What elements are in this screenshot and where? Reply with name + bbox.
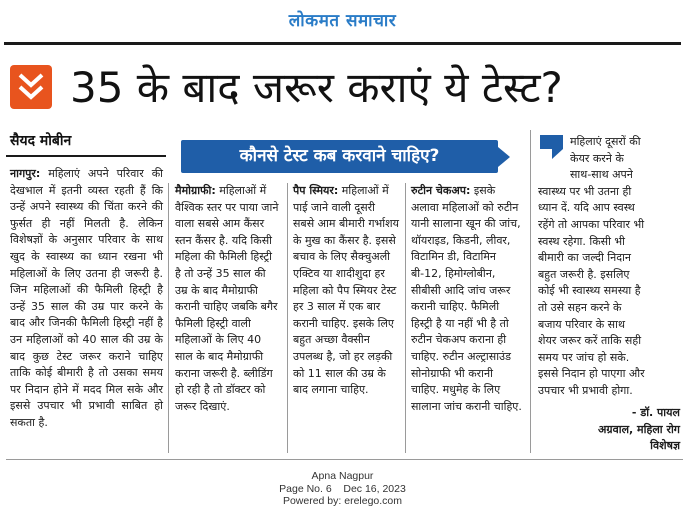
quote-line: कोई भी स्वास्थ्य समस्या है	[538, 284, 641, 298]
pap-smear-body: महिलाओं में पाई जाने वाली दूसरी सबसे आम बीमारी गर्भाशय के मुख का कैंसर है. इससे बचाव के लिए सैक्चुअली एक्टिव या शादीशुदा हर महिला को पैप स्मियर टेस्ट हर 3 साल में एक बार करानी चाहिए. इसके लिए बहुत अच्छा वैक्सीन उपलब्ध है, जो हर लड़की को 11 साल की उम्र के बाद लगाना चाहिए.	[293, 184, 400, 397]
banner-arrow-tip	[498, 147, 510, 167]
doctor-title: अग्रवाल, महिला रोग	[598, 422, 680, 436]
quote-line: महिलाएं दूसरों की	[570, 135, 641, 148]
quote-line: उपचार भी प्रभावी होगा.	[538, 383, 633, 397]
quote-line: शेयर जरूर करें ताकि सही	[538, 334, 642, 348]
footer-publication: Apna Nagpur	[311, 470, 374, 482]
quote-line: स्वस्थ रहेगा. किसी भी	[538, 234, 626, 248]
quote-attribution	[538, 405, 680, 455]
quote-line: स्वास्थ्य पर भी उतना ही	[538, 184, 632, 198]
column-divider	[530, 130, 531, 453]
doctor-specialty: विशेषज्ञ	[650, 439, 680, 453]
column-divider	[168, 183, 169, 453]
masthead-title: लोकमत समाचार	[288, 11, 397, 31]
quote-line: समय पर जांच हो सके.	[538, 350, 630, 364]
quote-line: रहेंगे तो आपका परिवार भी	[538, 217, 645, 231]
quote-line: ध्यान दें. यदि आप स्वस्थ	[538, 201, 635, 215]
column-divider	[287, 183, 288, 453]
pap-smear-column	[293, 183, 399, 399]
routine-checkup-body: इसके अलावा महिलाओं को रुटीन यानी सालाना खून की जांच, थॉयराइड, किडनी, लीवर, विटामिन डी, विटामिन बी-12, हिमोग्लोबीन, सीबीसी आदि जांच जरूर करानी चाहिए. फैमिली हिस्ट्री है या नहीं भी है तो रुटीन चेकअप कराना ही चाहिए. रुटीन अल्ट्रासाउंड सोनोग्राफी भी करानी चाहिए. मधुमेह के लिए सालाना जांच करानी चाहिए.	[411, 184, 522, 413]
masthead-rule	[4, 42, 681, 45]
mammography-column	[175, 183, 281, 415]
double-chevron-down-icon	[10, 65, 52, 109]
quote-line: बीमारी का जल्दी निदान	[538, 251, 632, 265]
subtitle-banner-text: कौनसे टेस्ट कब करवाने चाहिए?	[239, 146, 440, 166]
mammography-body: महिलाओं में वैश्विक स्तर पर पाया जाने वाला सबसे आम कैंसर स्तन कैंसर है. यदि किसी महिला की फैमिली हिस्ट्री है तो उन्हें 35 साल की उम्र के बाद मैमोग्राफी करानी चाहिए जबकि बगैर फैमिली हिस्ट्री वाली महिलाओं के लिए 40 साल के बाद मैमोग्राफी कराना जरूरी है. ब्लीडिंग हो रही है तो डॉक्टर को जरूर दिखाएं.	[175, 184, 279, 413]
byline-author: सैयद मोबीन	[10, 133, 72, 149]
byline-rule	[6, 155, 166, 157]
doctor-name: - डॉ. पायल	[631, 406, 680, 419]
bottom-rule	[6, 459, 683, 460]
column-divider	[405, 183, 406, 453]
quote-line: साथ-साथ अपने	[570, 168, 633, 182]
intro-body: महिलाएं अपने परिवार की देखभाल में इतनी व्यस्त रहती हैं कि उन्हें अपने स्वास्थ्य की चिंता करने की फुर्सत ही नहीं मिलती है. लेकिन विशेषज्ञों के अनुसार परिवार के साथ खुद के स्वास्थ्य का ध्यान रखना भी महिलाओं के लिए उतना ही जरूरी है. जिन महिलाओं की फैमिली हिस्ट्री है उन्हें 35 साल की उम्र पार करने के बाद और जिनकी फैमिली हिस्ट्री नहीं है उन महिलाओं को 40 साल की उम्र के बाद कुछ टेस्ट जरूर कराने चाहिए ताकि कोई बीमारी है तो उसका समय पर निदान होने में मदद मिल सके और इससे उपचार भी प्रभावी साबित हो सकता है.	[10, 167, 163, 429]
footer-page-date: Page No. 6 Dec 16, 2023	[279, 482, 406, 495]
dateline: नागपुर:	[10, 167, 41, 180]
quote-line: बहुत जरूरी है. इसलिए	[538, 267, 630, 281]
page-footer	[0, 470, 685, 508]
headline: 35 के बाद जरूर कराएं ये टेस्ट?	[70, 63, 563, 112]
routine-checkup-heading: रुटीन चेकअप:	[411, 184, 471, 197]
footer-powered-by: Powered by: erelego.com	[282, 495, 403, 507]
quote-line: तो उसे सहन करने के	[538, 300, 622, 314]
doctor-quote	[538, 134, 680, 400]
intro-article-column	[10, 166, 163, 432]
pap-smear-heading: पैप स्मियर:	[293, 184, 339, 197]
quote-line: केयर करने के	[570, 151, 624, 165]
mammography-heading: मैमोग्राफी:	[175, 184, 216, 197]
routine-checkup-column	[411, 183, 523, 415]
quote-line: बजाय परिवार के साथ	[538, 317, 625, 331]
quote-line: इससे निदान हो पाएगा और	[538, 367, 645, 381]
